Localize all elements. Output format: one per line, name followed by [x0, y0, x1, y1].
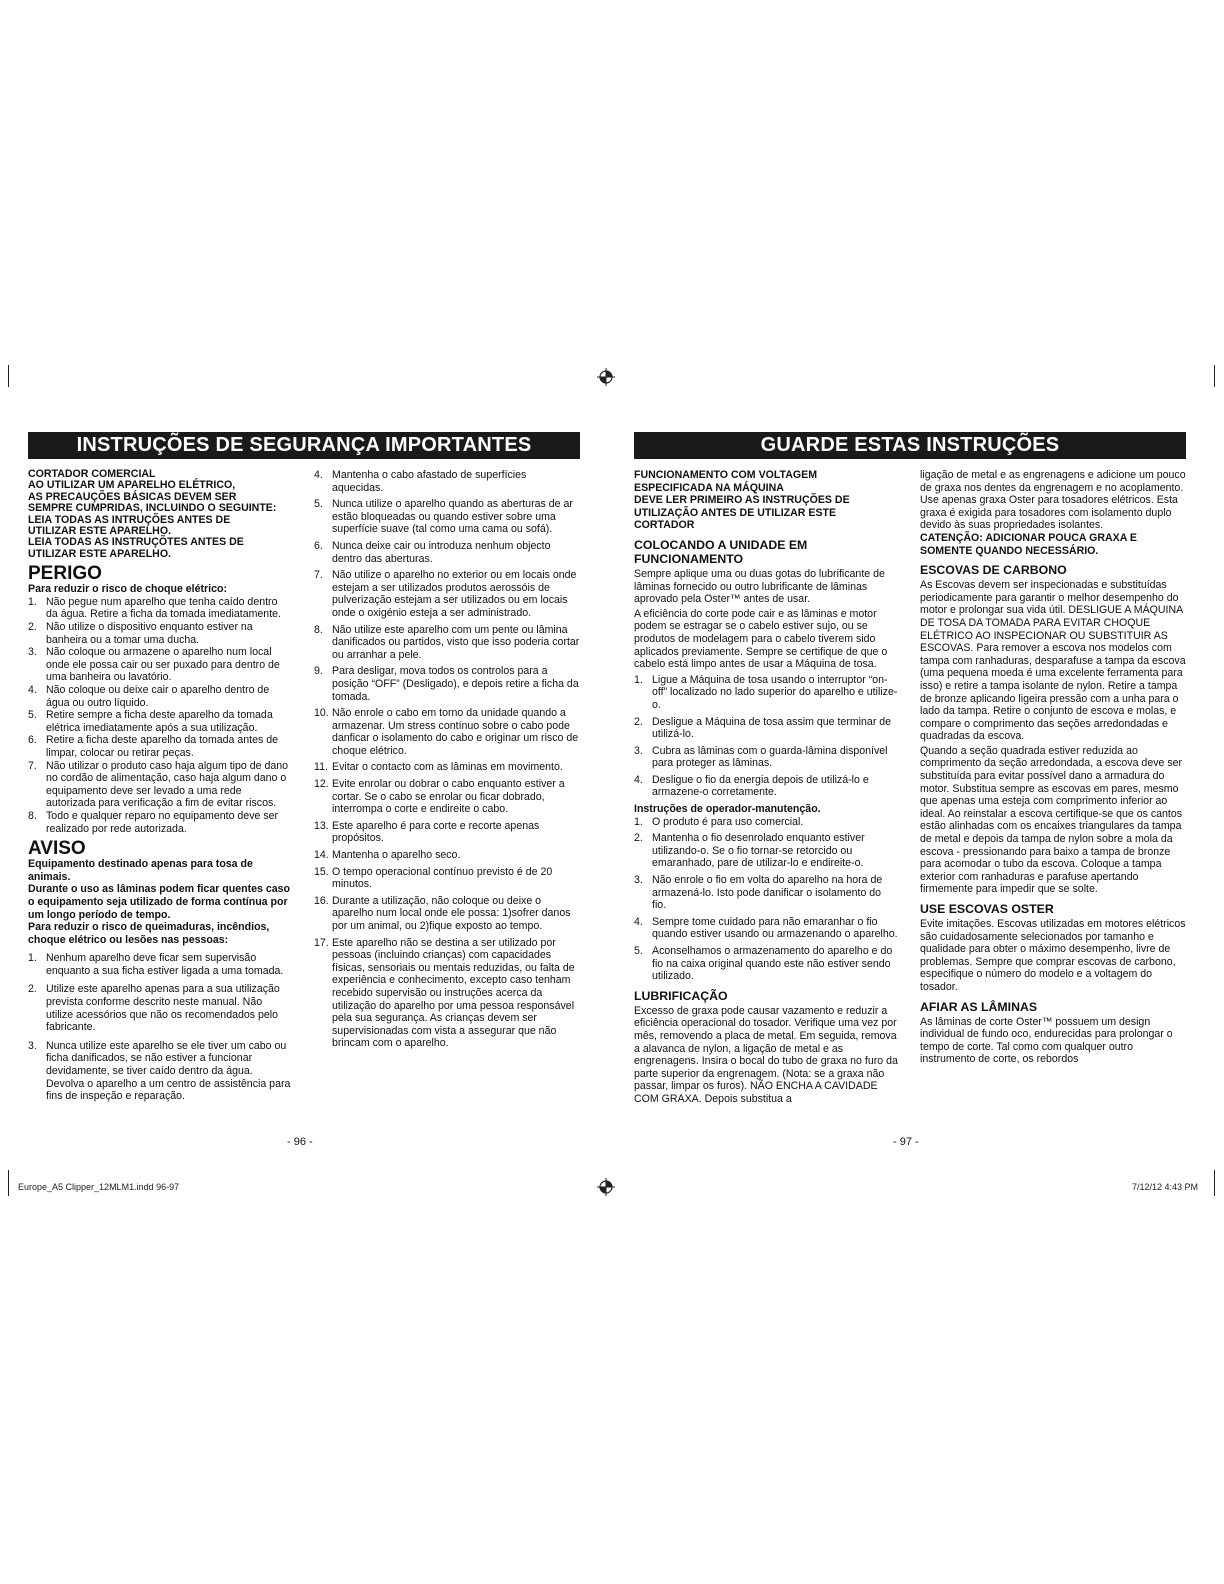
intro-line: CORTADOR COMERCIAL	[28, 469, 156, 480]
left-page-number: - 96 -	[287, 1136, 313, 1148]
list-item: 2. Mantenha o fio desenrolado enquanto estiver utilizando-o. Se o fio tornar-se retorcido ou emaranhado, pare de utilizar-lo e endireite-o.	[634, 832, 865, 870]
intro-line: SEMPRE CUMPRIDAS, INCLUINDO O SEGUINTE:	[28, 502, 277, 515]
escovas-paragraph: As Escovas devem ser inspecionadas e substituídas periodicamente para garantir o melhor desempenho do motor e prolongar sua vida útil. DESLIGUE A MÁQUINA DE TOSA DA TOMADA PARA EVITAR CHOQUE ELÉTRICO AO INSPECIONAR OU SUBSTITUIR AS ESCOVAS. Para remover a escova nos modelos com tampa com ranhaduras, desparafuse a tampa da escova (uma pequena moeda é uma excelente ferramenta para isso) e retire a tampa isolante de nylon. Retire a tampa de bronze aplicando ligeira pressão com a unha para o lado da tampa. Retire o conjunto de escova e molas, e compare o comprimento das seções arredondadas e quadradas da escova.	[920, 579, 1186, 743]
list-item: 16. Durante a utilização, não coloque ou deixe o aparelho num local onde ele possa: 1)sofrer danos por um animal, ou 2)fique exposto ao tempo.	[314, 894, 571, 932]
right-column-2	[920, 469, 1186, 1149]
intro-line: LEIA TODAS AS INSTRUÇÕTES ANTES DE	[28, 536, 244, 549]
lubrificacao-paragraph: Excesso de graxa pode causar vazamento e reduzir a eficiência operacional do tosador. Verifique uma vez por mês, removendo a placa de metal. Em seguida, remova a alavanca de nylon, a ligação de metal e as engrenagens. Insira o bocal do tubo de graxa no furo da parte superior da engrenagem. (Nota: se a graxa não passar, limpar os furos). NÃO ENCHA A CAVIDADE COM GRAXA. Depois substitua a	[634, 1004, 898, 1105]
footer-timestamp: 7/12/12 4:43 PM	[1132, 1182, 1199, 1192]
list-item: 14. Mantenha o aparelho seco.	[314, 849, 461, 862]
list-item: 4. Não coloque ou deixe cair o aparelho dentro de água ou outro líquido.	[28, 684, 270, 709]
left-column-1	[28, 469, 292, 1149]
crop-mark-bottom-right	[1214, 1170, 1215, 1196]
escovas-paragraph: Quando a seção quadrada estiver reduzida ao comprimento da seção arredondada, a escova deve ser substituída para evitar possível dano a armadura do motor. Substitua sempre as escovas em pares, mesmo que apenas uma esteja com comprimento inferior ao ideal. Ao reinstalar a escova certifique-se que os cantos estão alinhadas com os encaixes triangulares da tampa de metal e depois da tampa de nylon sobre a mola da escova - pressionando para baixo a tampa de bronze para acomodar o tubo da escova. Coloque a tampa exterior com ranhaduras e parafuse apertando firmemente para impedir que se solte.	[920, 744, 1183, 896]
operador-list	[634, 816, 898, 983]
left-page-banner: INSTRUÇÕES DE SEGURANÇA IMPORTANTES	[28, 432, 580, 459]
aviso-list	[28, 952, 292, 1103]
crop-mark-right	[1214, 365, 1215, 387]
list-item: 8. Todo e qualquer reparo no equipamento deve ser realizado por rede autorizada.	[28, 809, 279, 835]
right-page-banner: GUARDE ESTAS INSTRUÇÕES	[634, 432, 1186, 459]
left-column-2	[314, 469, 580, 1149]
list-item: 2. Utilize este aparelho apenas para a sua utilização prevista conforme descrito neste manual. Não utilize acessórios que não os recomendados pelo fabricante.	[28, 983, 280, 1034]
perigo-list	[28, 596, 292, 835]
list-item: 7. Não utilize o aparelho no exterior ou em locais onde estejam a ser utilizados produtos aerossóis de pulverização estejam a ser utilizados ou em locais onde o oxigénio esteja a ser administrado.	[314, 569, 577, 619]
operador-heading: Instruções de operador-manutenção.	[634, 803, 821, 816]
list-item: 6. Nunca deixe cair ou introduza nenhum objecto dentro das aberturas.	[314, 539, 551, 565]
list-item: 6. Retire a ficha deste aparelho da tomada antes de limpar, colocar ou retirar peças.	[28, 734, 279, 759]
list-item: 1. Não pegue num aparelho que tenha caído dentro da água. Retire a ficha da tomada imediatamente.	[28, 595, 281, 621]
registration-mark-top-icon	[597, 368, 615, 386]
list-item: 13. Este aparelho é para corte e recorte apenas propósitos.	[314, 819, 540, 845]
footer-file-info: Europe_A5 Clipper_12MLM1.indd 96-97	[18, 1182, 180, 1192]
right-column-1	[634, 469, 898, 1149]
voltage-text: DEVE LER PRIMEIRO AS INSTRUÇÕES DE UTILIZAÇÃO ANTES DE UTILIZAR ESTE CORTADOR	[634, 494, 850, 532]
list-item: 4. Sempre tome cuidado para não emaranhar o fio quando estiver usando ou armazenando o aparelho.	[634, 915, 898, 941]
lubrificacao-continued: ligação de metal e as engrenagens e adicione um pouco de graxa nos dentes da engrenagem e no acoplamento. Use apenas graxa Oster para tosadores elétricos. Esta graxa é exigida para tosadores com isolamento duplo devido às suas propriedades isolantes.	[920, 469, 1186, 532]
list-item: 11. Evitar o contacto com as lâminas em movimento.	[314, 761, 563, 774]
intro-line: LEIA TODAS AS INTRUÇÕES ANTES DE	[28, 513, 231, 526]
intro-line: AS PRECAUÇÕES BÁSICAS DEVEM SER	[28, 490, 237, 503]
list-item: 12. Evite enrolar ou dobrar o cabo enquanto estiver a cortar. Se o cabo se enrolar ou ficar dobrado, interrompa o corte e endireite o cabo.	[314, 778, 565, 816]
list-item: 4. Desligue o fio da energia depois de utilizá-lo e armazene-o corretamente.	[634, 773, 869, 799]
list-item: 2. Desligue a Máquina de tosa assim que terminar de utilizá-lo.	[634, 715, 892, 741]
colocando-heading: COLOCANDO A UNIDADE EM FUNCIONAMENTO	[634, 537, 808, 566]
right-page	[634, 432, 1186, 1152]
use-escovas-paragraph: Evite imitações. Escovas utilizadas em motores elétricos são cuidadosamente selecionados por tamanho e qualidade para obter o máximo desempenho, livre de problemas. Sempre que comprar escovas de carbono, especifique o número do modelo e a voltagem do tosador.	[920, 918, 1186, 993]
afiar-paragraph: As lâminas de corte Oster™ possuem um design individual de fundo oco, endurecidas para prolongar o tempo de corte. Tal como com qualquer outro instrumento de corte, os rebordos	[920, 1015, 1173, 1066]
list-item: 5. Retire sempre a ficha deste aparelho da tomada elétrica imediatamente após a sua utilização.	[28, 709, 273, 734]
list-item: 3. Cubra as lâminas com o guarda-lâmina disponível para proteger as lâminas.	[634, 744, 888, 770]
registration-mark-bottom-icon	[597, 1178, 615, 1196]
voltage-heading: FUNCIONAMENTO COM VOLTAGEM ESPECIFICADA NA MÁQUINA	[634, 469, 818, 494]
aviso-bold-2: Durante o uso as lâminas podem ficar quentes caso o equipamento seja utilizado de forma contínua por um longo período de tempo.	[28, 883, 290, 921]
intro-line: UTILIZAR ESTE APARELHO.	[28, 547, 172, 560]
list-item: 5. Aconselhamos o armazenamento do aparelho e do fio na caixa original quando este não estiver sendo utilizado.	[634, 945, 893, 983]
crop-mark-left	[8, 365, 9, 387]
intro-block	[28, 469, 292, 560]
list-item: 15. O tempo operacional contínuo previsto é de 20 minutos.	[314, 865, 553, 891]
list-item: 3. Não enrole o fio em volta do aparelho na hora de armazená-lo. Isto pode danificar o isolamento do fio.	[634, 874, 883, 912]
list-item: 10. Não enrole o cabo em torno da unidade quando a armazenar. Um stress contínuo sobre o cabo pode danficar o isolamento do cabo e originar um risco de choque elétrico.	[314, 707, 579, 757]
aviso-bold-1: Equipamento destinado apenas para tosa de animais.	[28, 858, 253, 883]
crop-mark-bottom-left	[8, 1170, 9, 1196]
list-item: 1. Ligue a Máquina de tosa usando o interruptor “on-off” localizado no lado superior do aparelho e utilize-o.	[634, 673, 898, 711]
use-escovas-heading: USE ESCOVAS OSTER	[920, 902, 1054, 916]
lubrificacao-heading: LUBRIFICAÇÃO	[634, 988, 728, 1003]
intro-line: AO UTILIZAR UM APARELHO ELÉTRICO,	[28, 479, 236, 492]
list-item: 5. Nunca utilize o aparelho quando as aberturas de ar estão bloqueadas ou quando estiver sobre uma superfície suave (tal como uma cama ou sofá).	[314, 498, 573, 536]
colocando-list	[634, 674, 898, 799]
afiar-heading: AFIAR AS LÂMINAS	[920, 999, 1038, 1014]
aviso-bold-3: Para reduzir o risco de queimaduras, incêndios, choque elétrico ou lesões nas pessoas:	[28, 921, 270, 946]
aviso-heading: AVISO	[28, 838, 86, 860]
list-item: 8. Não utilize este aparelho com um pente ou lâmina danificados ou partidos, visto que isso poderia cortar ou arranhar a pele.	[314, 623, 580, 661]
list-item: 3. Nunca utilize este aparelho se ele tiver um cabo ou ficha danificados, se não estiver a funcionar devidamente, se tiver caído dentro da água. Devolva o aparelho a um centro de assistência para fins de inspeção e reparação.	[28, 1039, 291, 1103]
left-page	[28, 432, 580, 1152]
perigo-heading: PERIGO	[28, 563, 102, 585]
colocando-paragraph: Sempre aplique uma ou duas gotas do lubrificante de lâminas fornecido ou outro lubrificante de lâminas aprovado pela Oster™ antes de usar.	[634, 567, 885, 606]
catencao-note: CATENÇÃO: ADICIONAR POUCA GRAXA E SOMENTE QUANDO NECESSÁRIO.	[920, 531, 1137, 557]
list-item: 17. Este aparelho não se destina a ser utilizado por pessoas (incluindo crianças) com capacidades físicas, sensoriais ou mentais reduzidas, ou falta de experiência e conhecimento, excepto caso tenham recebido supervisão ou instruções acerca da utilização do aparelho por uma pessoa responsável pela sua segurança. As crianças devem ser supervisionadas com vista a assegurar que não brincam com o aparelho.	[314, 936, 575, 1050]
escovas-heading: ESCOVAS DE CARBONO	[920, 563, 1067, 578]
list-item: 1. Nenhum aparelho deve ficar sem supervisão enquanto a sua ficha estiver ligada a uma tomada.	[28, 952, 284, 977]
list-item: 4. Mantenha o cabo afastado de superfícies aquecidas.	[314, 469, 527, 494]
list-item: 3. Não coloque ou armazene o aparelho num local onde ele possa cair ou ser puxado para dentro de uma banheira ou lavatório.	[28, 646, 280, 684]
list-item: 9. Para desligar, mova todos os controlos para a posição “OFF” (Desligado), e depois retire a ficha da tomada.	[314, 665, 579, 703]
colocando-paragraph: A eficiência do corte pode cair e as lâminas e motor podem se estragar se o cabelo estiver sujo, ou se produtos de modelagem para o cabelo tiverem sido aplicados previamente. Sempre se certifique de que o cabelo está limpo antes de usar a Máquina de tosa.	[634, 607, 888, 671]
list-item: 7. Não utilizar o produto caso haja algum tipo de dano no cordão de alimentação, caso haja algum dano o equipamento deve ser levado a uma rede autorizada para verificação a fim de evitar riscos.	[28, 759, 289, 810]
list-item: 2. Não utilize o dispositivo enquanto estiver na banheira ou a tomar uma ducha.	[28, 621, 253, 646]
safety-list-continued	[314, 469, 580, 1050]
list-item: 1. O produto é para uso comercial.	[634, 815, 804, 828]
perigo-lead: Para reduzir o risco de choque elétrico:	[28, 583, 227, 596]
right-page-number: - 97 -	[893, 1136, 919, 1148]
intro-line: UTILIZAR ESTE APARELHO.	[28, 525, 172, 538]
